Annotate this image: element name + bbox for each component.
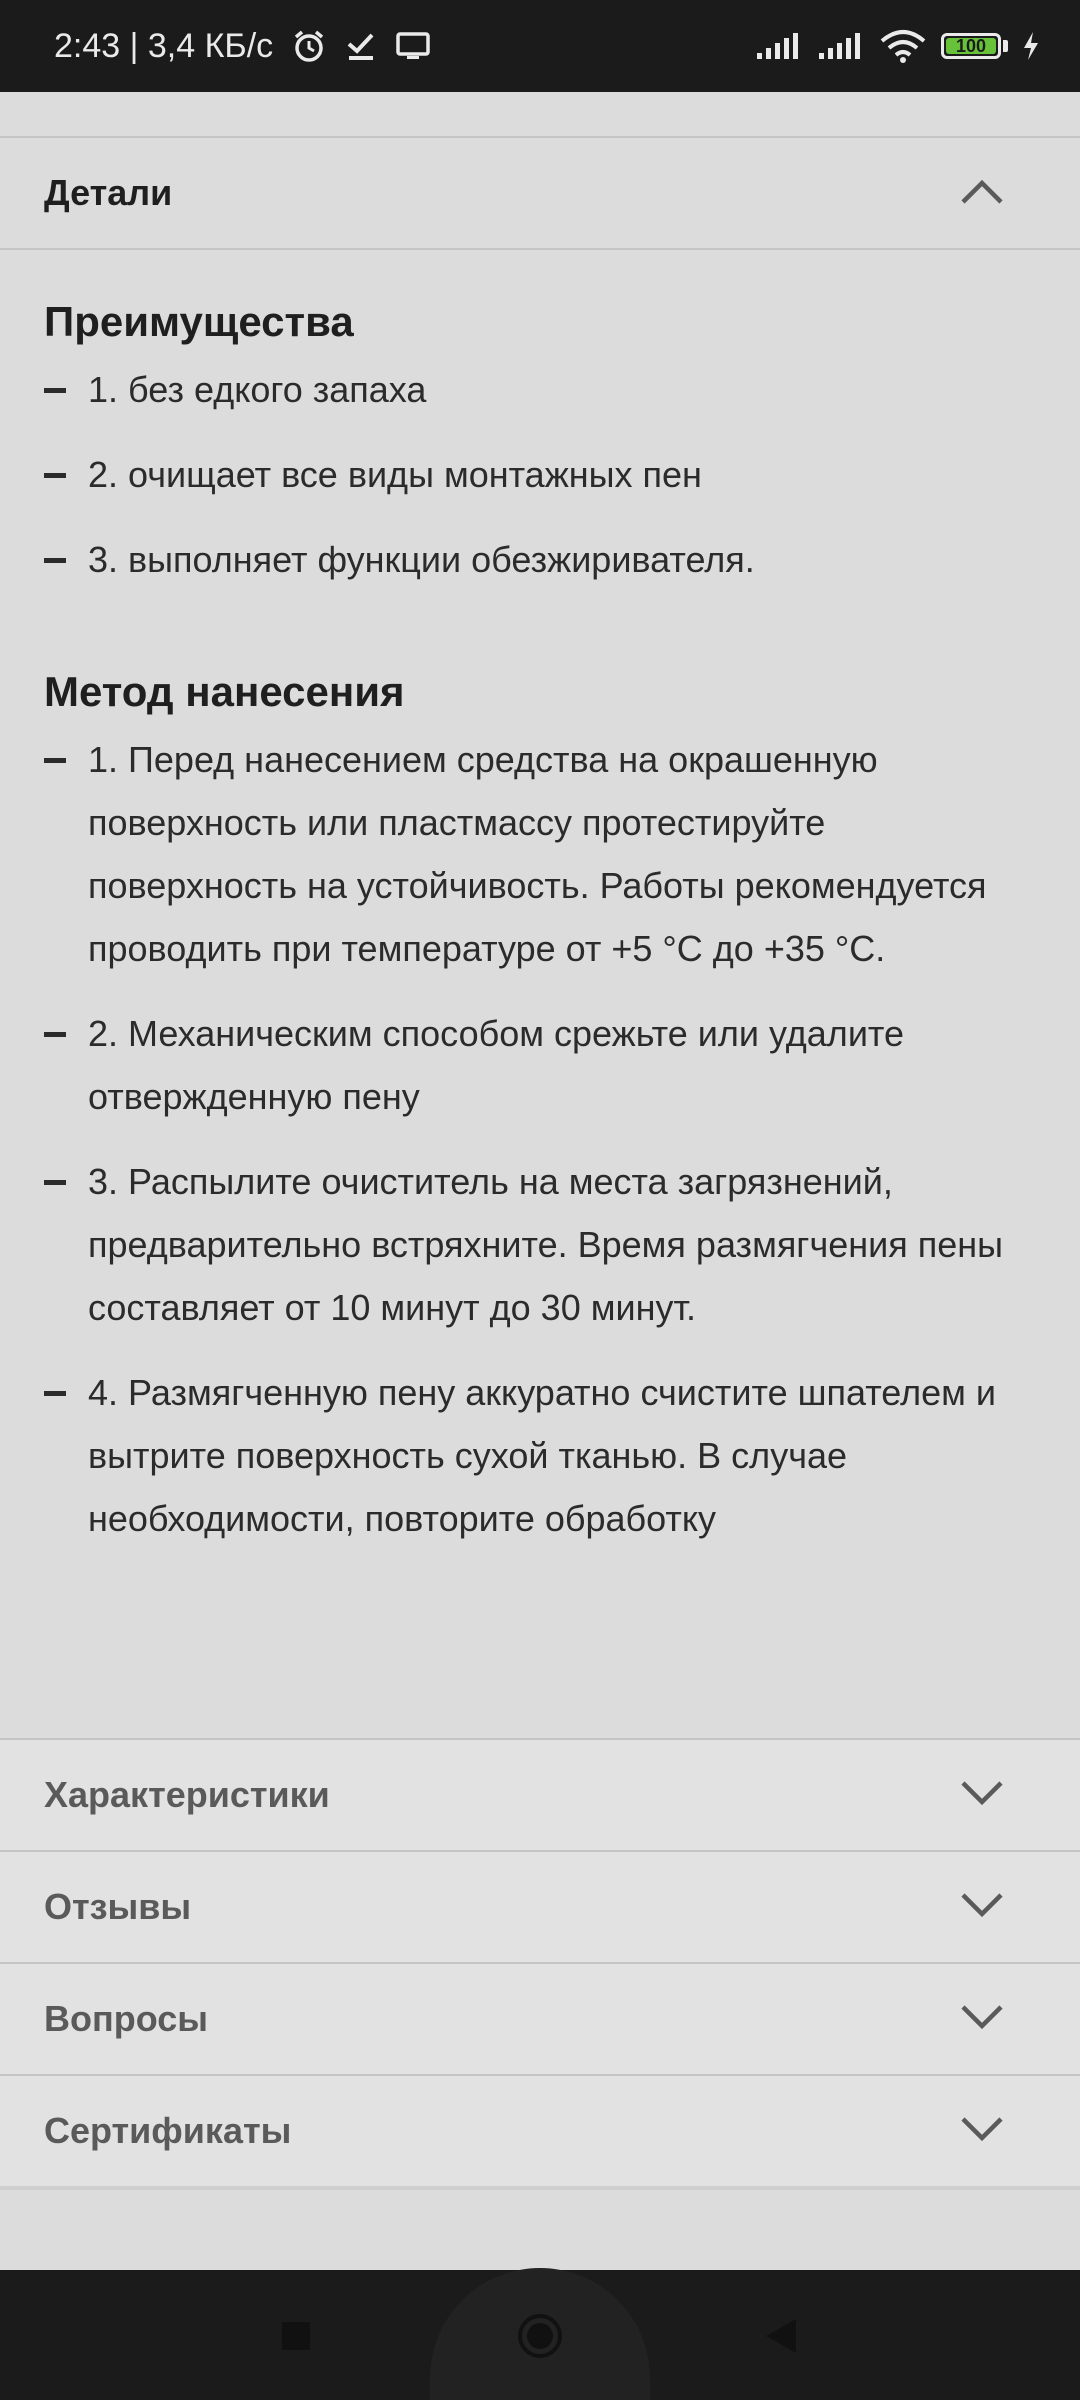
characteristics-header[interactable]: [0, 1740, 1080, 1850]
charging-icon: [1022, 31, 1040, 61]
dash-icon: [44, 1391, 66, 1396]
details-title: Детали: [44, 172, 173, 213]
status-time-speed: 2:43 | 3,4 КБ/с: [54, 26, 274, 65]
advantages-section: [44, 294, 1034, 613]
method-section: [44, 664, 1034, 1572]
questions-header[interactable]: [0, 1964, 1080, 2074]
list-item: 4. Размягченную пену аккуратно счистите шпателем и вытрите поверхность сухой тканью. В случае необходимости, повторите обработку: [44, 1361, 1034, 1550]
dash-icon: [44, 558, 66, 563]
back-button[interactable]: [756, 2312, 804, 2360]
chevron-down-icon: [960, 1891, 1004, 1924]
list-item: 2. очищает все виды монтажных пен: [44, 443, 1034, 506]
reviews-header[interactable]: [0, 1852, 1080, 1962]
chevron-down-icon: [960, 1779, 1004, 1812]
list-item: 2. Механическим способом срежьте или удалите отвержденную пену: [44, 1002, 1034, 1128]
chevron-down-icon: [960, 2115, 1004, 2148]
list-item: 1. без едкого запаха: [44, 358, 1034, 421]
chevron-up-icon: [960, 177, 1004, 210]
check-icon: [345, 30, 377, 62]
signal-icon: [817, 31, 865, 61]
advantages-heading: Преимущества: [44, 298, 354, 345]
advantages-list: [44, 358, 1034, 591]
wifi-icon: [879, 29, 927, 63]
section-title: Характеристики: [44, 1774, 330, 1815]
battery-icon: [941, 33, 1001, 59]
dash-icon: [44, 1032, 66, 1037]
section-title: Сертификаты: [44, 2110, 292, 2151]
alarm-icon: [291, 28, 327, 64]
status-bar: [0, 0, 1080, 92]
certificates-header[interactable]: [0, 2076, 1080, 2186]
chevron-down-icon: [960, 2003, 1004, 2036]
dash-icon: [44, 388, 66, 393]
recent-apps-button[interactable]: [272, 2314, 320, 2358]
dash-icon: [44, 758, 66, 763]
screen-cast-icon: [395, 30, 431, 62]
list-item: 3. выполняет функции обезжиривателя.: [44, 528, 1034, 591]
details-header[interactable]: [0, 138, 1080, 248]
method-list: [44, 728, 1034, 1550]
signal-icon: [755, 31, 803, 61]
divider: [0, 2186, 1080, 2190]
section-title: Отзывы: [44, 1886, 192, 1927]
dash-icon: [44, 473, 66, 478]
list-item: 1. Перед нанесением средства на окрашенную поверхность или пластмассу протестируйте поверхность на устойчивость. Работы рекомендуется проводить при температуре от +5 °С до +35 °С.: [44, 728, 1034, 980]
home-button[interactable]: [510, 2306, 570, 2366]
battery-level: 100: [955, 35, 987, 56]
section-title: Вопросы: [44, 1998, 209, 2039]
list-item: 3. Распылите очиститель на места загрязнений, предварительно встряхните. Время размягчения пены составляет от 10 минут до 30 минут.: [44, 1150, 1034, 1339]
dash-icon: [44, 1180, 66, 1185]
divider: [0, 248, 1080, 250]
method-heading: Метод нанесения: [44, 668, 405, 715]
